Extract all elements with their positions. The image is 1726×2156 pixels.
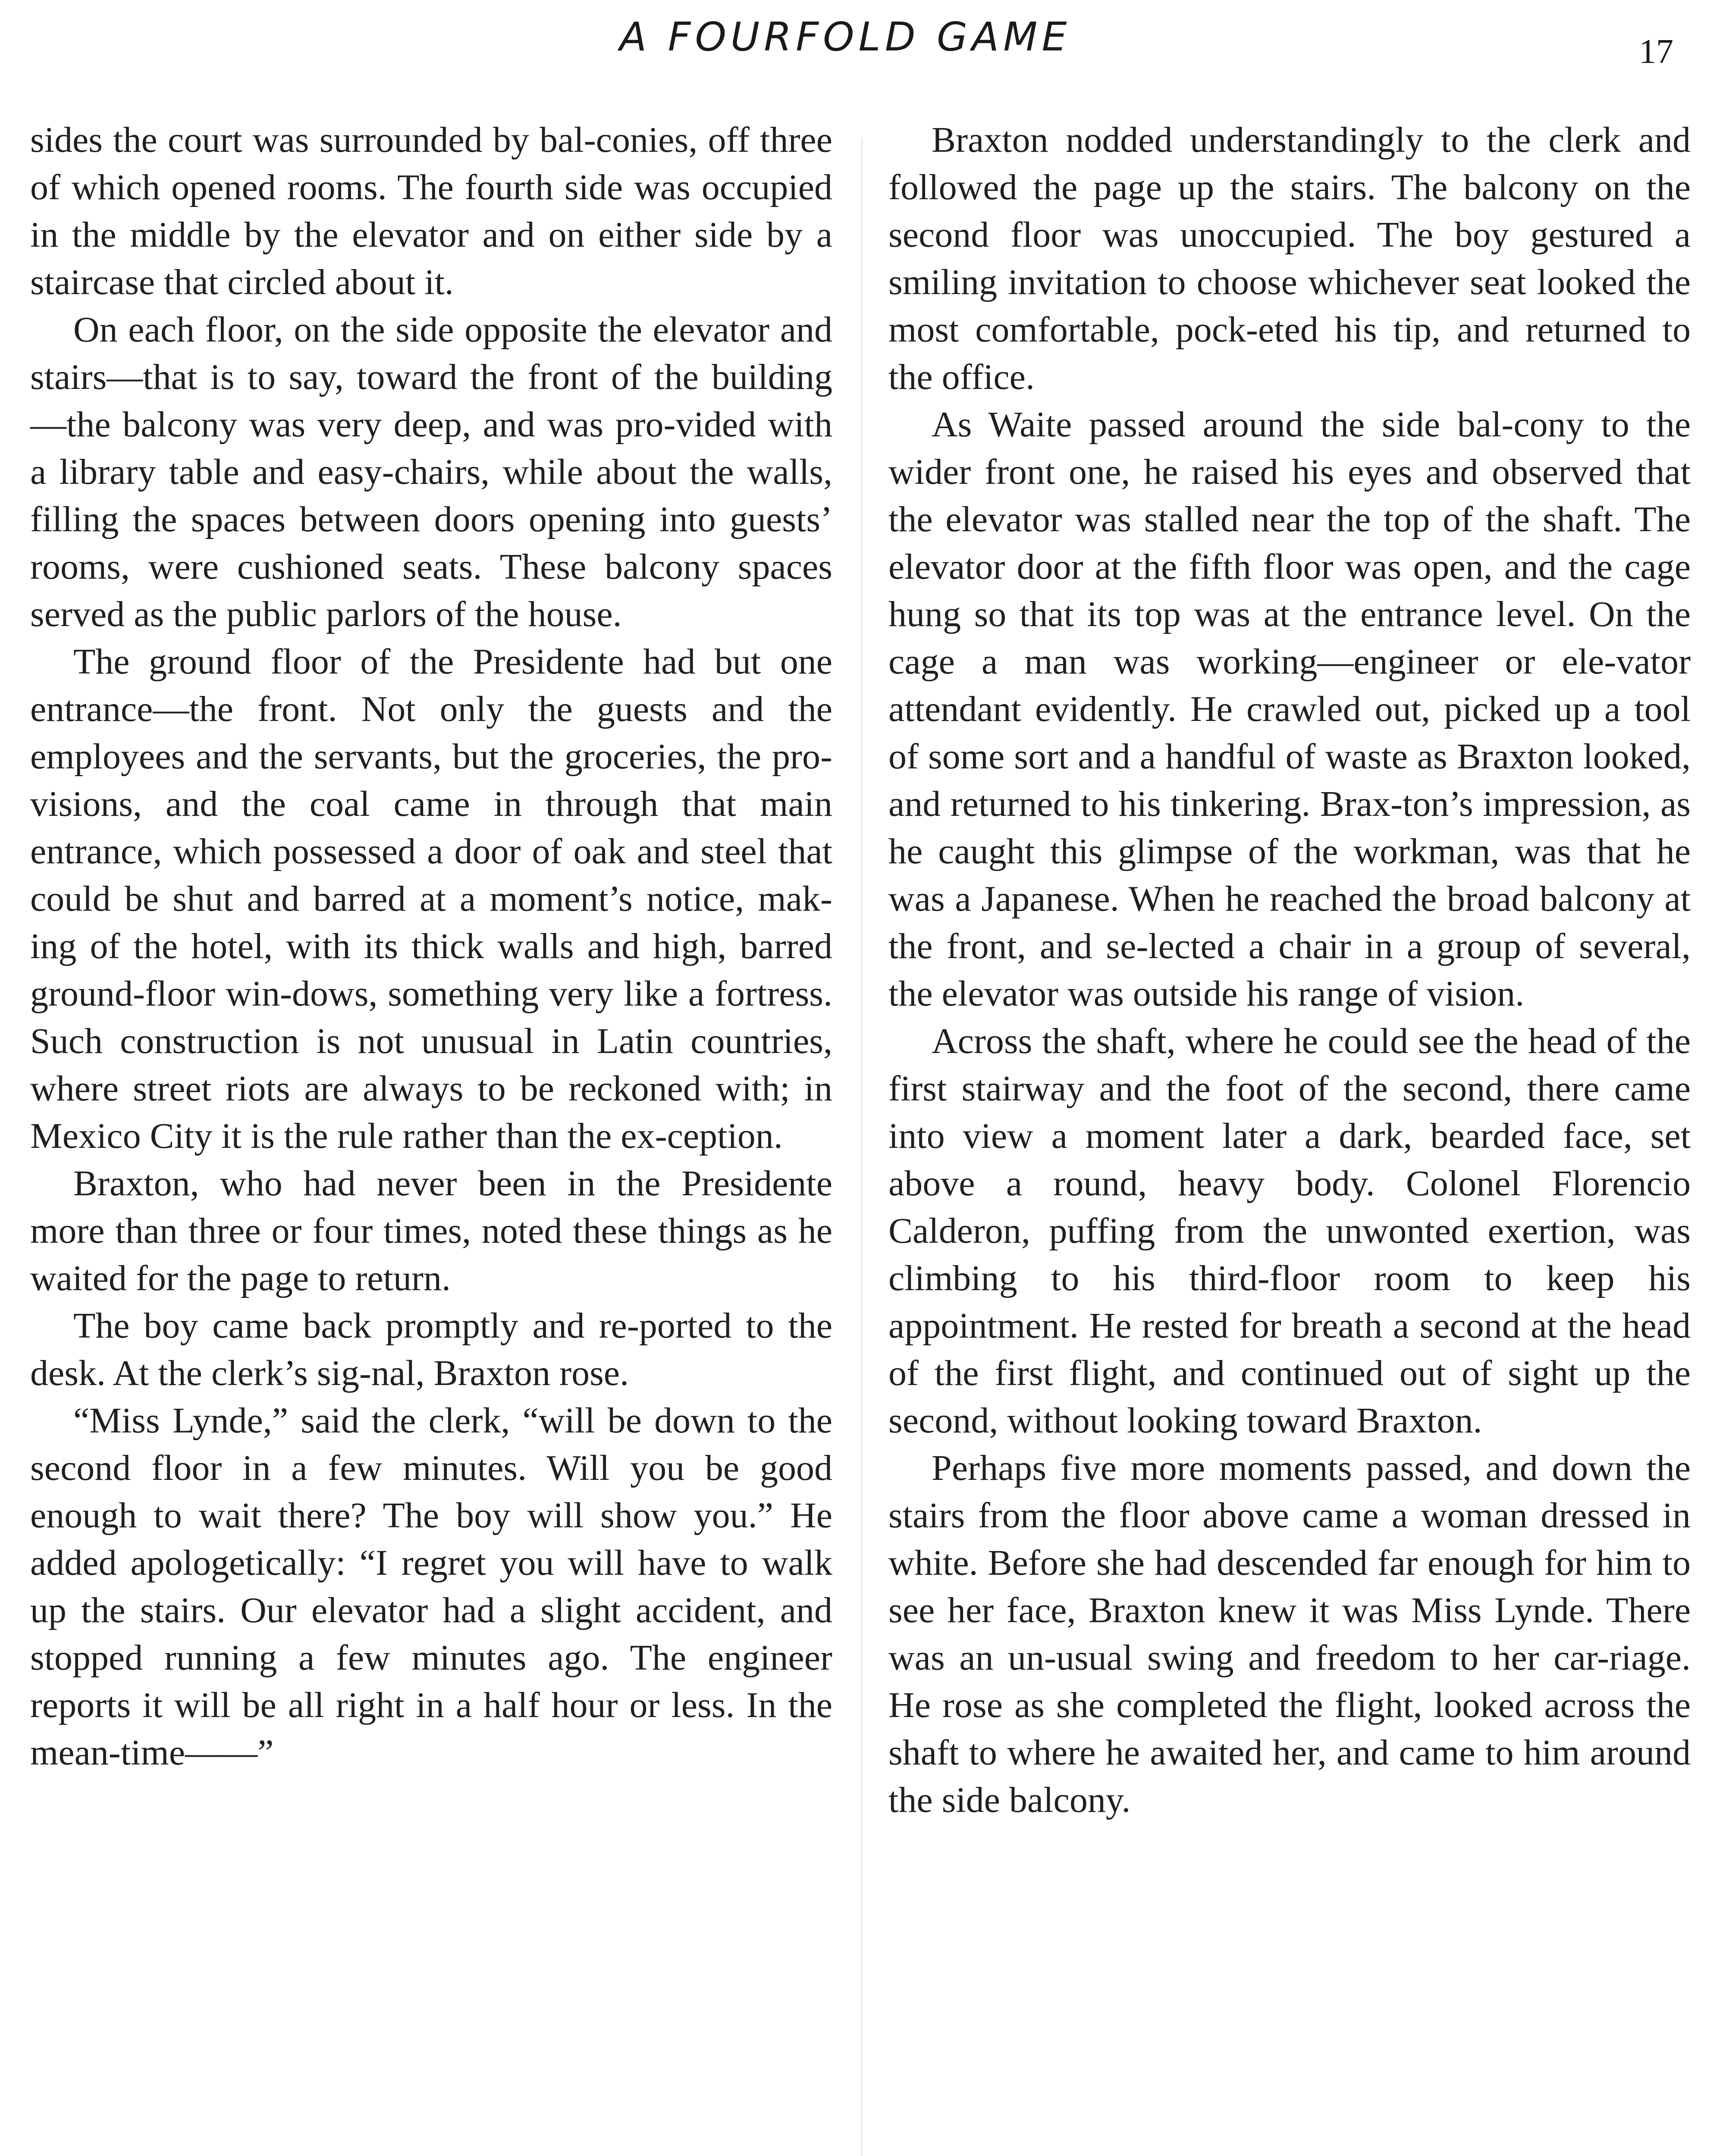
running-header-title: A FOURFOLD GAME [619,14,1071,60]
column-gutter [861,138,863,2156]
paragraph: The ground floor of the Presidente had but one entrance—the front. Not only the guests and the employees and the servants, but the groceries, the pro-visions, and the coal came in through that main entrance, which possessed a door of oak and steel that could be shut and barred at a moment’s notice, mak-ing of the hotel, with its thick walls and high, barred ground-floor win-dows, something very like a fortress. Such construction is not unusual in Latin countries, where street riots are always to be reckoned with; in Mexico City it is the rule rather than the ex-ception. [30,642,832,1156]
left-text-column [30,116,832,1777]
right-text-column [888,116,1691,1824]
paragraph: Braxton, who had never been in the Presidente more than three or four times, noted these things as he waited for the page to return. [30,1163,832,1298]
paragraph: “Miss Lynde,” said the clerk, “will be down to the second floor in a few minutes. Will you be good enough to wait there? The boy will show you.” He added apologetically: “I regret you will have to walk up the stairs. Our elevator had a slight accident, and stopped running a few minutes ago. The engineer reports it will be all right in a half hour or less. In the mean-time——” [30,1401,832,1773]
paragraph: The boy came back promptly and re-ported to the desk. At the clerk’s sig-nal, Braxton rose. [30,1306,832,1393]
paragraph: On each floor, on the side opposite the elevator and stairs—that is to say, toward the front of the building—the balcony was very deep, and was pro-vided with a library table and easy-chairs, while about the walls, filling the spaces between doors opening into guests’ rooms, were cushioned seats. These balcony spaces served as the public parlors of the house. [30,310,832,634]
paragraph: Perhaps five more moments passed, and down the stairs from the floor above came a woman dressed in white. Before she had descended far enough for him to see her face, Braxton knew it was Miss Lynde. There was an un-usual swing and freedom to her car-riage. He rose as she completed the flight, looked across the shaft to where he awaited her, and came to him around the side balcony. [888,1448,1691,1820]
paragraph: Across the shaft, where he could see the head of the first stairway and the foot of the second, there came into view a moment later a dark, bearded face, set above a round, heavy body. Colonel Florencio Calderon, puffing from the unwonted exertion, was climbing to his third-floor room to keep his appointment. He rested for breath a second at the head of the first flight, and continued out of sight up the second, without looking toward Braxton. [888,1021,1691,1441]
paragraph: As Waite passed around the side bal-cony to the wider front one, he raised his eyes and observed that the elevator was stalled near the top of the shaft. The elevator door at the fifth floor was open, and the cage hung so that its top was at the entrance level. On the cage a man was working—engineer or ele-vator attendant evidently. He crawled out, picked up a tool of some sort and a handful of waste as Braxton looked, and returned to his tinkering. Brax-ton’s impression, as he caught this glimpse of the workman, was that he was a Japanese. When he reached the broad balcony at the front, and se-lected a chair in a group of several, the elevator was outside his range of vision. [888,404,1691,1014]
paragraph: Braxton nodded understandingly to the clerk and followed the page up the stairs. The balcony on the second floor was unoccupied. The boy gestured a smiling invitation to choose whichever seat looked the most comfortable, pock-eted his tip, and returned to the office. [888,120,1691,397]
paragraph: sides the court was surrounded by bal-conies, off three of which opened rooms. The fourth side was occupied in the middle by the elevator and on either side by a staircase that circled about it. [30,120,832,302]
page-number: 17 [1639,33,1673,71]
